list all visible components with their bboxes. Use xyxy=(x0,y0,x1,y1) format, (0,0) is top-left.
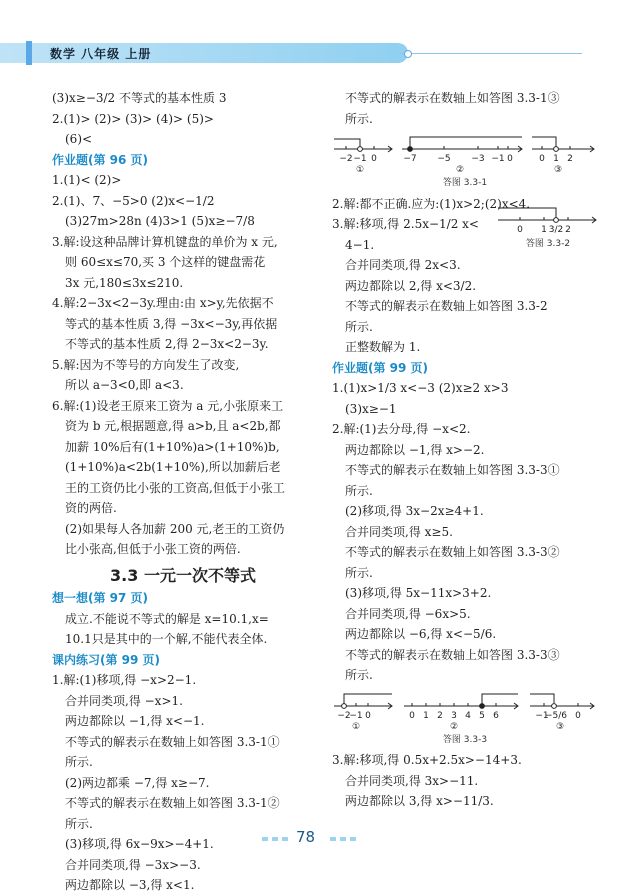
text-line: 2.解:(1)去分母,得 −x<2. xyxy=(332,422,471,436)
figure-3-3-2 xyxy=(496,200,600,249)
text-line: 合并同类项,得 3x>−11. xyxy=(345,773,479,788)
fig1-mark: ③ xyxy=(553,165,563,173)
fig3-label: −1 xyxy=(349,710,363,721)
fig1-label: −3 xyxy=(471,154,485,164)
section-heading: 作业题(第 96 页) xyxy=(52,152,149,167)
text-line: (2)如果每人各加薪 200 元,老王的工资仍 xyxy=(65,521,285,536)
text-line: 则 60≤x≤70,买 3 个这样的键盘需花 xyxy=(65,255,266,269)
fig1-label: 2 xyxy=(567,154,573,164)
text-line: 资的两倍. xyxy=(65,501,117,515)
text-line: (3)x≥−3/2 不等式的基本性质 3 xyxy=(52,91,227,105)
text-line: (3)移项,得 5x−11x>3+2. xyxy=(345,586,492,600)
text-line: 两边都除以 −3,得 x<1. xyxy=(65,878,195,892)
text-line: 所示. xyxy=(345,319,373,334)
fig3-label: 4 xyxy=(465,710,471,721)
left-column xyxy=(52,88,314,896)
text-line: 两边都除以 −1,得 x>−2. xyxy=(345,442,485,457)
fig2-label: 3/2 xyxy=(548,225,564,235)
fig3-label: 0 xyxy=(575,710,581,721)
fig3-label: 6 xyxy=(493,710,499,721)
text-line: 两边都除以 2,得 x<3/2. xyxy=(345,278,477,293)
text-line: 2.(1)> (2)> (3)> (4)> (5)> xyxy=(52,111,214,126)
fig1-label: −1 xyxy=(491,154,505,164)
text-line: (3)27m>28n (4)3>1 (5)x≥−7/8 xyxy=(65,214,255,228)
fig1-label: 0 xyxy=(539,154,545,164)
text-line: (2)移项,得 3x−2x≥4+1. xyxy=(345,504,484,518)
text-line: 4.解:2−3x<2−3y.理由:由 x>y,先依据不 xyxy=(52,296,274,310)
fig2-label: 0 xyxy=(517,225,523,235)
fig2-caption: 答图 3.3-2 xyxy=(525,239,571,249)
fig3-label: 5 xyxy=(479,710,485,721)
fig3-label: −2 xyxy=(337,710,351,721)
text-line: 3.解:移项,得 2.5x−1/2 x< xyxy=(332,217,479,231)
text-line: 不等式的解表示在数轴上如答图 3.3-1① xyxy=(65,734,280,749)
chapter-title: 3.3 一元一次不等式 xyxy=(110,565,256,585)
text-line: (3)x≥−1 xyxy=(345,401,397,416)
text-line: 不等式的基本性质 2,得 2−3x<2−3y. xyxy=(65,337,269,351)
text-line: 两边都除以 3,得 x>−11/3. xyxy=(345,794,494,808)
text-line: 所示. xyxy=(345,111,373,126)
text-line: 所示. xyxy=(65,816,93,831)
text-line: 3.解:移项,得 0.5x+2.5x>−14+3. xyxy=(332,753,522,767)
page-number: 78 xyxy=(296,828,316,846)
fig3-label: −1 xyxy=(535,710,549,721)
text-line: 1.(1)< (2)> xyxy=(52,173,122,187)
fig1-caption: 答图 3.3-1 xyxy=(442,178,488,188)
text-line: 3.解:设这种品牌计算机键盘的单价为 x 元, xyxy=(52,234,278,249)
fig1-mark: ① xyxy=(355,165,365,173)
text-line: 不等式的解表示在数轴上如答图 3.3-3③ xyxy=(345,647,560,662)
text-line: 5.解:因为不等号的方向发生了改变, xyxy=(52,357,240,372)
fig1-label: 0 xyxy=(507,154,513,164)
text-line: 所示. xyxy=(345,483,373,498)
text-line: 等式的基本性质 3,得 −3x<−3y,再依据 xyxy=(65,316,278,331)
text-line: (1+10%)a<2b(1+10%),所以加薪后老 xyxy=(65,460,281,474)
text-line: 4−1. xyxy=(345,237,375,252)
text-line: 10.1只是其中的一个解,不能代表全体. xyxy=(65,632,268,646)
text-line: 所示. xyxy=(345,668,373,682)
page-footer xyxy=(0,828,624,848)
fig1-label: −1 xyxy=(353,154,367,164)
fig3-mark: ③ xyxy=(555,721,565,730)
fig3-label: 2 xyxy=(437,710,443,721)
text-line: 不等式的解表示在数轴上如答图 3.3-2 xyxy=(345,299,548,313)
text-line: 王的工资仍比小张的工资高,但低于小张工 xyxy=(65,480,285,495)
text-line: 两边都除以 −6,得 x<−5/6. xyxy=(345,627,497,641)
text-line: 合并同类项,得 x≥5. xyxy=(345,524,453,539)
page-header xyxy=(0,0,624,70)
text-line: 不等式的解表示在数轴上如答图 3.3-3② xyxy=(345,545,560,559)
header-dot xyxy=(404,50,412,58)
text-line: 成立.不能说不等式的解是 x=10.1,x= xyxy=(65,611,269,626)
section-heading: 想一想(第 97 页) xyxy=(52,591,149,605)
fig3-caption: 答图 3.3-3 xyxy=(442,734,488,745)
text-line: (3)移项,得 6x−9x>−4+1. xyxy=(65,837,214,851)
fig3-label: 3 xyxy=(451,710,457,721)
text-line: 6.解:(1)设老王原来工资为 a 元,小张原来工 xyxy=(52,398,284,413)
text-line: 合并同类项,得 2x<3. xyxy=(345,258,461,272)
header-rule xyxy=(400,53,582,54)
text-line: 合并同类项,得 −x>1. xyxy=(65,693,183,708)
right-column xyxy=(332,88,598,812)
text-line: 所示. xyxy=(65,755,93,769)
figure-3-3-1 xyxy=(332,129,598,194)
fig3-label: 1 xyxy=(423,710,429,721)
text-line: 正整数解为 1. xyxy=(345,340,421,354)
header-title: 数学 八年级 上册 xyxy=(50,47,152,61)
text-line: 资为 b 元,根据题意,得 a>b,且 a<2b,都 xyxy=(65,419,281,433)
text-line: 合并同类项,得 −3x>−3. xyxy=(65,857,201,872)
fig3-mark: ② xyxy=(449,721,459,730)
text-line: (2)两边都乘 −7,得 x≥−7. xyxy=(65,775,210,790)
text-line: 2.解:都不正确.应为:(1)x>2;(2)x<4. xyxy=(332,196,531,211)
text-line: 不等式的解表示在数轴上如答图 3.3-1② xyxy=(65,796,280,810)
text-line: 不等式的解表示在数轴上如答图 3.3-1③ xyxy=(345,91,560,105)
section-heading: 作业题(第 99 页) xyxy=(332,360,429,375)
fig1-label: 0 xyxy=(371,154,377,164)
fig1-label: −7 xyxy=(403,154,417,164)
text-line: 3x 元,180≤3x≤210. xyxy=(65,275,184,290)
text-line: 所示. xyxy=(345,565,373,580)
section-heading: 课内练习(第 99 页) xyxy=(52,652,161,667)
text-line: 1.解:(1)移项,得 −x>2−1. xyxy=(52,673,197,687)
fig3-label: 0 xyxy=(409,710,415,721)
text-line: 合并同类项,得 −6x>5. xyxy=(345,606,471,621)
text-line: 2.(1)、7̅、−5̅>0 (2)x<−1/2 xyxy=(52,193,215,208)
fig3-label: −5/6 xyxy=(544,710,568,721)
fig1-label: −5 xyxy=(437,154,451,164)
header-marker xyxy=(26,41,32,65)
fig2-label: 1 xyxy=(541,225,547,235)
text-line: 所以 a−3<0,即 a<3. xyxy=(65,378,184,392)
fig2-label: 2 xyxy=(565,225,571,235)
text-line: 比小张高,但低于小张工资的两倍. xyxy=(65,542,241,556)
fig1-mark: ② xyxy=(455,165,465,173)
text-line: 不等式的解表示在数轴上如答图 3.3-3① xyxy=(345,463,560,477)
text-line: 加薪 10%后有(1+10%)a>(1+10%)b, xyxy=(65,439,280,454)
fig3-mark: ① xyxy=(351,721,361,730)
text-line: (6)< xyxy=(65,132,93,146)
text-line: 两边都除以 −1,得 x<−1. xyxy=(65,714,205,728)
fig3-label: 0 xyxy=(365,710,371,721)
fig1-label: 1 xyxy=(553,154,559,164)
fig1-label: −2 xyxy=(339,154,353,164)
figure-3-3-3 xyxy=(332,686,598,751)
text-line: 1.(1)x>1/3 x<−3 (2)x≥2 x>3 xyxy=(332,381,509,395)
